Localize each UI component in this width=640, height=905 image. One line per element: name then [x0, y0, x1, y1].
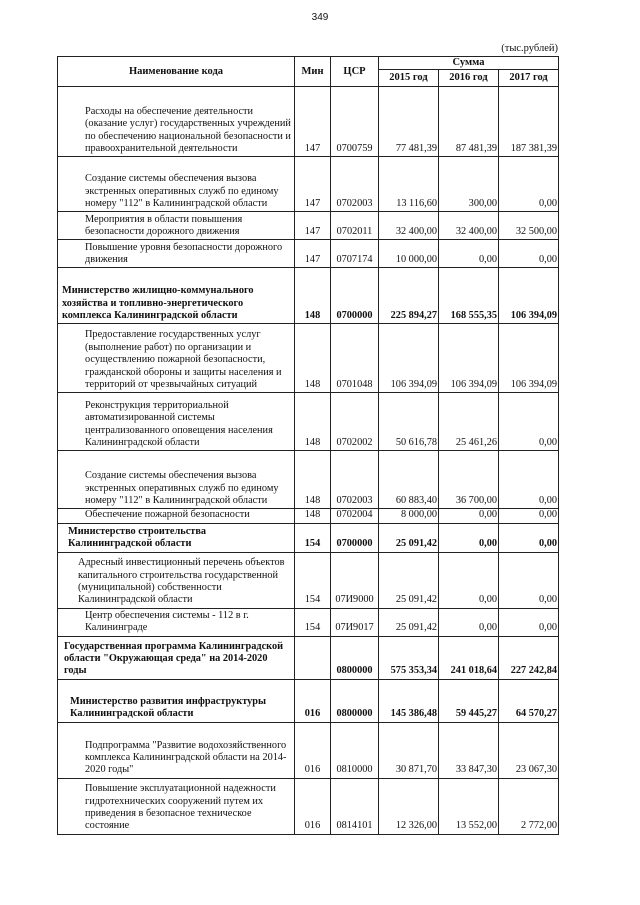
row-csr: 07И9000 — [331, 552, 379, 608]
row-min: 147 — [295, 87, 331, 157]
row-value-2017: 0,00 — [499, 451, 559, 509]
row-csr: 0702003 — [331, 451, 379, 509]
row-value-2017: 227 242,84 — [499, 636, 559, 679]
row-value-2015: 8 000,00 — [379, 509, 439, 523]
row-name: Министерство развития инфраструктуры Калининградской области — [58, 679, 295, 722]
row-value-2017: 106 394,09 — [499, 268, 559, 324]
row-value-2016: 0,00 — [439, 552, 499, 608]
row-min: 016 — [295, 679, 331, 722]
row-value-2015: 25 091,42 — [379, 523, 439, 552]
row-min: 148 — [295, 324, 331, 393]
row-name: Обеспечение пожарной безопасности — [58, 509, 295, 523]
row-min: 016 — [295, 778, 331, 834]
row-value-2016: 0,00 — [439, 509, 499, 523]
row-name: Адресный инвестиционный перечень объектов капитального строительства государственной (муниципальной) собственности Калининградской области — [58, 552, 295, 608]
row-value-2017: 0,00 — [499, 157, 559, 212]
row-value-2015: 32 400,00 — [379, 212, 439, 240]
row-csr: 0814101 — [331, 778, 379, 834]
header-2017: 2017 год — [499, 70, 559, 87]
row-min: 148 — [295, 268, 331, 324]
row-csr: 0702003 — [331, 157, 379, 212]
row-value-2015: 25 091,42 — [379, 608, 439, 636]
table-row — [58, 212, 559, 240]
row-name: Предоставление государственных услуг (выполнение работ) по организации и осуществлению пожарной безопасности, гражданской обороны и защиты населения и территорий от чрезвычайных ситуаций — [58, 324, 295, 393]
table-row — [58, 451, 559, 509]
row-min: 148 — [295, 451, 331, 509]
row-value-2015: 225 894,27 — [379, 268, 439, 324]
row-value-2015: 10 000,00 — [379, 240, 439, 268]
row-name: Расходы на обеспечение деятельности (оказание услуг) государственных учреждений по обеспечению национальной безопасности и правоохранительной деятельности — [58, 87, 295, 157]
row-min: 154 — [295, 608, 331, 636]
row-csr: 0700759 — [331, 87, 379, 157]
row-value-2015: 13 116,60 — [379, 157, 439, 212]
row-name: Повышение уровня безопасности дорожного движения — [58, 240, 295, 268]
row-value-2017: 0,00 — [499, 240, 559, 268]
row-value-2016: 32 400,00 — [439, 212, 499, 240]
row-value-2016: 25 461,26 — [439, 393, 499, 451]
row-value-2016: 36 700,00 — [439, 451, 499, 509]
page-number: 349 — [311, 12, 329, 23]
row-value-2015: 50 616,78 — [379, 393, 439, 451]
header-sum: Сумма — [379, 57, 559, 70]
row-value-2016: 106 394,09 — [439, 324, 499, 393]
row-csr: 0702011 — [331, 212, 379, 240]
row-value-2017: 0,00 — [499, 509, 559, 523]
table-row — [58, 157, 559, 212]
table-row — [58, 679, 559, 722]
row-value-2016: 168 555,35 — [439, 268, 499, 324]
table-row — [58, 268, 559, 324]
row-min: 148 — [295, 509, 331, 523]
budget-table — [57, 56, 559, 835]
row-value-2016: 0,00 — [439, 523, 499, 552]
header-2015: 2015 год — [379, 70, 439, 87]
row-min: 147 — [295, 240, 331, 268]
row-value-2016: 300,00 — [439, 157, 499, 212]
row-name: Центр обеспечения системы - 112 в г. Калининграде — [58, 608, 295, 636]
row-name: Мероприятия в области повышения безопасности дорожного движения — [58, 212, 295, 240]
row-min: 154 — [295, 523, 331, 552]
row-value-2017: 2 772,00 — [499, 778, 559, 834]
row-name: Министерство строительства Калининградской области — [58, 523, 295, 552]
row-csr: 07И9017 — [331, 608, 379, 636]
row-min: 147 — [295, 157, 331, 212]
row-csr: 0700000 — [331, 523, 379, 552]
row-value-2015: 145 386,48 — [379, 679, 439, 722]
row-name: Подпрограмма "Развитие водохозяйственного комплекса Калининградской области на 2014-2020 годы" — [58, 722, 295, 778]
row-name: Создание системы обеспечения вызова экстренных оперативных служб по единому номеру "112" в Калининградской области — [58, 157, 295, 212]
table-row — [58, 87, 559, 157]
row-csr: 0800000 — [331, 679, 379, 722]
row-value-2017: 187 381,39 — [499, 87, 559, 157]
row-value-2017: 23 067,30 — [499, 722, 559, 778]
row-value-2015: 106 394,09 — [379, 324, 439, 393]
row-csr: 0800000 — [331, 636, 379, 679]
row-value-2017: 106 394,09 — [499, 324, 559, 393]
row-name: Государственная программа Калининградской области "Окружающая среда" на 2014-2020 годы — [58, 636, 295, 679]
table-row — [58, 636, 559, 679]
table-row — [58, 608, 559, 636]
row-min: 016 — [295, 722, 331, 778]
table-row — [58, 324, 559, 393]
row-min: 148 — [295, 393, 331, 451]
row-value-2016: 59 445,27 — [439, 679, 499, 722]
row-csr: 0707174 — [331, 240, 379, 268]
row-value-2015: 12 326,00 — [379, 778, 439, 834]
row-value-2015: 60 883,40 — [379, 451, 439, 509]
row-value-2016: 33 847,30 — [439, 722, 499, 778]
row-value-2016: 87 481,39 — [439, 87, 499, 157]
row-csr: 0702004 — [331, 509, 379, 523]
header-min: Мин — [295, 57, 331, 87]
row-value-2017: 0,00 — [499, 523, 559, 552]
row-value-2015: 30 871,70 — [379, 722, 439, 778]
header-csr: ЦСР — [331, 57, 379, 87]
row-csr: 0700000 — [331, 268, 379, 324]
row-value-2016: 0,00 — [439, 608, 499, 636]
header-name: Наименование кода — [58, 57, 295, 87]
units-label: (тыс.рублей) — [501, 43, 558, 54]
row-value-2016: 0,00 — [439, 240, 499, 268]
row-csr: 0810000 — [331, 722, 379, 778]
row-min — [295, 636, 331, 679]
row-value-2017: 0,00 — [499, 552, 559, 608]
row-value-2017: 0,00 — [499, 393, 559, 451]
table-row — [58, 722, 559, 778]
row-min: 147 — [295, 212, 331, 240]
row-name: Реконструкция территориальной автоматизированной системы централизованного оповещения населения Калининградской области — [58, 393, 295, 451]
row-value-2016: 13 552,00 — [439, 778, 499, 834]
row-value-2015: 25 091,42 — [379, 552, 439, 608]
row-value-2016: 241 018,64 — [439, 636, 499, 679]
table-row — [58, 393, 559, 451]
table-row — [58, 523, 559, 552]
row-value-2017: 0,00 — [499, 608, 559, 636]
table-row — [58, 240, 559, 268]
row-value-2017: 64 570,27 — [499, 679, 559, 722]
row-name: Повышение эксплуатационной надежности гидротехнических сооружений путем их приведения в безопасное техническое состояние — [58, 778, 295, 834]
row-csr: 0701048 — [331, 324, 379, 393]
header-2016: 2016 год — [439, 70, 499, 87]
row-value-2017: 32 500,00 — [499, 212, 559, 240]
row-name: Министерство жилищно-коммунального хозяйства и топливно-энергетического комплекса Калининградской области — [58, 268, 295, 324]
row-csr: 0702002 — [331, 393, 379, 451]
row-name: Создание системы обеспечения вызова экстренных оперативных служб по единому номеру "112" в Калининградской области — [58, 451, 295, 509]
table-row — [58, 552, 559, 608]
table-row — [58, 778, 559, 834]
row-value-2015: 77 481,39 — [379, 87, 439, 157]
row-value-2015: 575 353,34 — [379, 636, 439, 679]
table-row — [58, 509, 559, 523]
row-min: 154 — [295, 552, 331, 608]
